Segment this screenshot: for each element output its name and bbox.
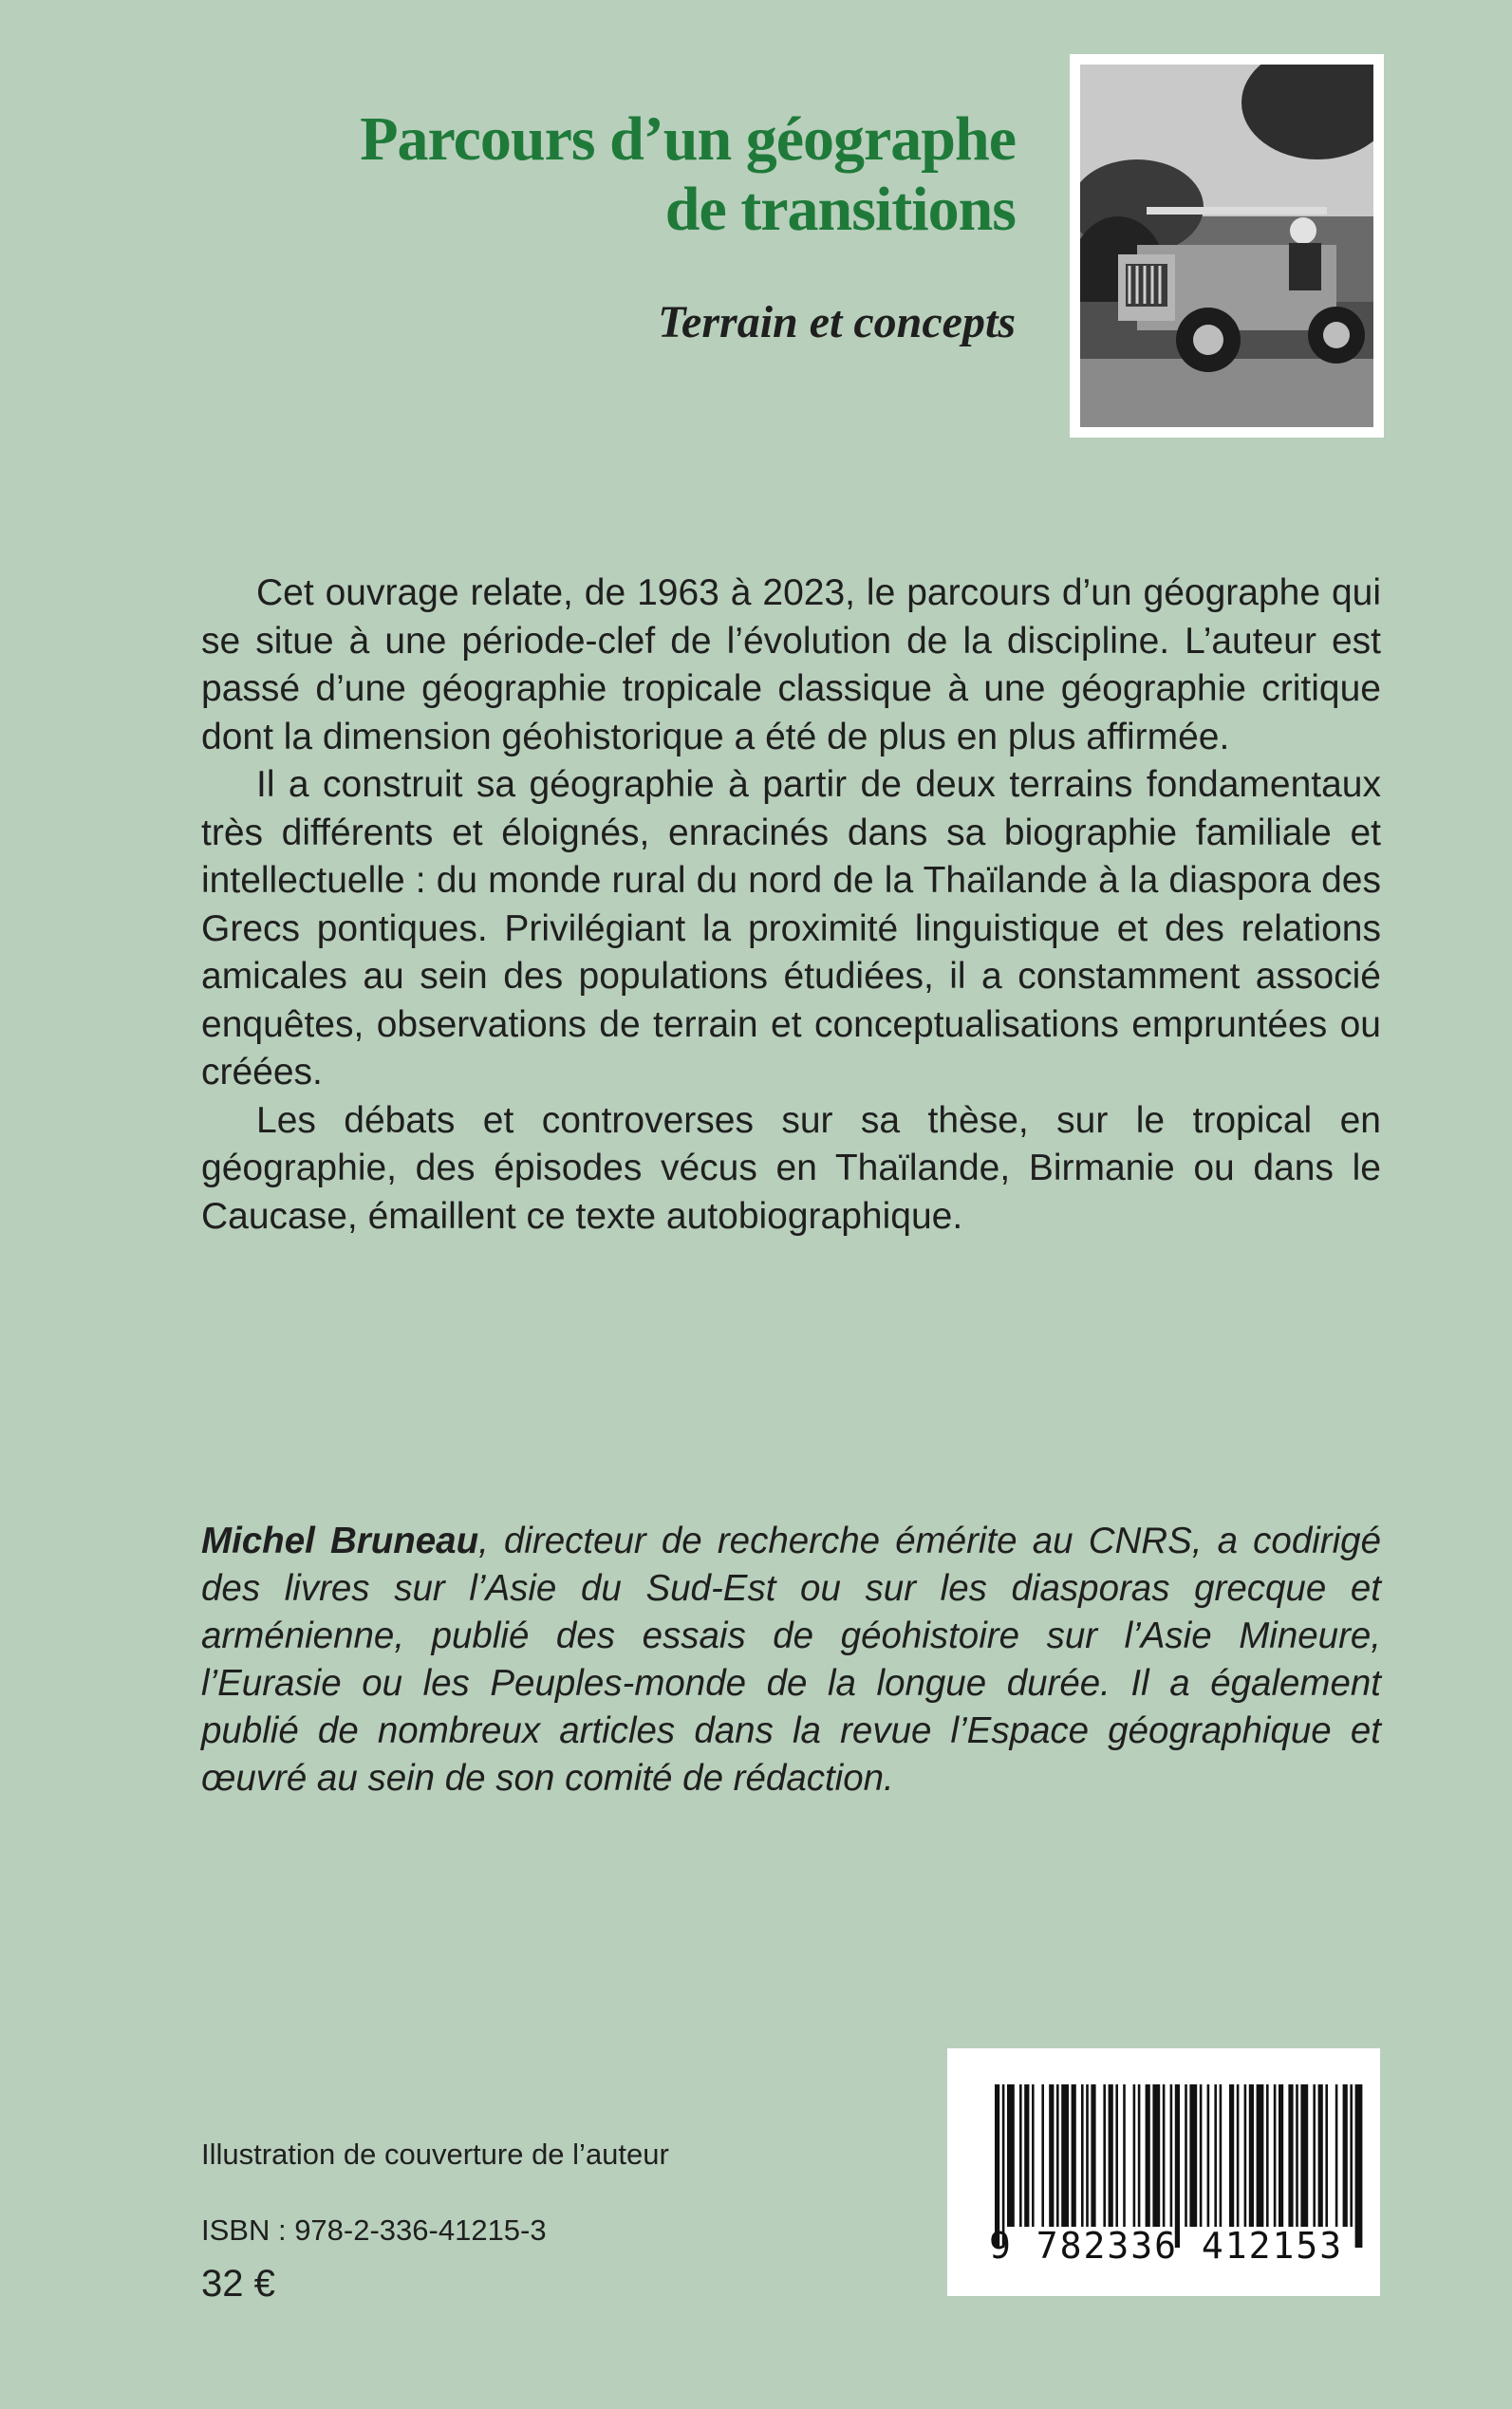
barcode-bar bbox=[1296, 2084, 1298, 2227]
barcode-bar bbox=[1081, 2084, 1084, 2227]
barcode-bar bbox=[1335, 2084, 1338, 2227]
book-subtitle: Terrain et concepts bbox=[658, 297, 1016, 347]
summary-paragraph-2: Il a construit sa géographie à partir de deux terrains fondamentaux très différents et éloignés, enracinés dans sa biographie familiale et intellectuelle : du monde rural du nord de la Thaïlande à la diaspora des Grecs pontiques. Privilégiant la proximité linguistique et des relations amicales au sein des populations étudiées, il a constamment associé enquêtes, observations de terrain et conceptualisations empruntées ou créées. bbox=[201, 764, 1381, 1092]
barcode-bar bbox=[1032, 2084, 1035, 2227]
barcode-bar bbox=[1237, 2084, 1240, 2227]
author-bio bbox=[201, 1518, 1381, 1802]
barcode-bar bbox=[1133, 2084, 1136, 2227]
barcode-bar bbox=[1244, 2084, 1247, 2227]
barcode-bar bbox=[1249, 2084, 1254, 2227]
book-title-line-2: de transitions bbox=[664, 175, 1016, 244]
barcode-bar bbox=[1189, 2084, 1197, 2227]
barcode-bar bbox=[1279, 2084, 1283, 2227]
illustration-credit: Illustration de couverture de l’auteur bbox=[201, 2138, 669, 2171]
barcode-bar bbox=[1300, 2084, 1308, 2227]
barcode-bar bbox=[1355, 2084, 1363, 2248]
barcode-bar bbox=[1175, 2084, 1180, 2248]
barcode-bar bbox=[1024, 2084, 1029, 2227]
barcode-bar bbox=[1091, 2084, 1095, 2227]
barcode-bar bbox=[1214, 2084, 1217, 2227]
barcode-bar bbox=[1103, 2084, 1106, 2227]
barcode-bar bbox=[1163, 2084, 1166, 2227]
barcode-bar bbox=[1288, 2084, 1293, 2227]
barcode-bar bbox=[1086, 2084, 1089, 2227]
barcode-bar bbox=[1019, 2084, 1022, 2227]
book-title-line-1: Parcours d’un géographe bbox=[360, 104, 1016, 174]
barcode-bar bbox=[1185, 2084, 1187, 2227]
barcode-bar bbox=[1072, 2084, 1076, 2227]
barcode-bar bbox=[1007, 2084, 1015, 2227]
barcode-bar bbox=[1220, 2084, 1223, 2227]
isbn-label: ISBN : 978-2-336-41215-3 bbox=[201, 2213, 547, 2247]
barcode-digits: 9 782336 412153 bbox=[989, 2225, 1344, 2267]
barcode-bar bbox=[1049, 2084, 1054, 2227]
barcode-bar bbox=[1041, 2084, 1044, 2227]
barcode-bar bbox=[1257, 2084, 1264, 2227]
jeep-photo-icon bbox=[1080, 65, 1373, 427]
barcode-bar bbox=[1350, 2084, 1353, 2227]
barcode-bar bbox=[1318, 2084, 1323, 2227]
barcode bbox=[947, 2048, 1380, 2296]
barcode-bar bbox=[1207, 2084, 1210, 2227]
barcode-bar bbox=[1061, 2084, 1069, 2227]
barcode-bar bbox=[1002, 2084, 1005, 2248]
author-bio-paragraph bbox=[201, 1518, 1381, 1802]
barcode-bar bbox=[1123, 2084, 1126, 2227]
barcode-bar bbox=[1274, 2084, 1277, 2227]
barcode-bar bbox=[1266, 2084, 1269, 2227]
barcode-bar bbox=[1343, 2084, 1348, 2227]
price-label: 32 € bbox=[201, 2263, 275, 2305]
back-cover-summary bbox=[201, 570, 1381, 1241]
author-bio-text: , directeur de recherche émérite au CNRS, a codirigé des livres sur l’Asie du Sud-Est ou sur les diasporas grecque et arménienne, publié des essais de géohistoire sur l’Asie Mineure, l’Eurasie ou les Peuples-monde de la longue durée. Il a également publié de nombreux articles dans la revue l’Espace géographique et œuvré au sein de son comité de rédaction. bbox=[201, 1521, 1382, 1799]
summary-paragraph-3: Les débats et controverses sur sa thèse, sur le tropical en géographie, des épisodes vécus en Thaïlande, Birmanie ou dans le Caucase, émaillent ce texte autobiographique. bbox=[201, 1099, 1381, 1237]
barcode-bar bbox=[1170, 2084, 1173, 2227]
barcode-bar bbox=[1109, 2084, 1113, 2227]
barcode-bar bbox=[1152, 2084, 1160, 2227]
cover-photo bbox=[1070, 54, 1384, 438]
barcode-bar bbox=[1115, 2084, 1118, 2227]
barcode-bar bbox=[1056, 2084, 1059, 2227]
barcode-bar bbox=[1146, 2084, 1150, 2227]
book-title bbox=[190, 104, 1016, 245]
barcode-bar bbox=[1200, 2084, 1203, 2227]
barcode-bar bbox=[1229, 2084, 1234, 2227]
barcode-bar bbox=[1325, 2084, 1328, 2227]
author-name: Michel Bruneau bbox=[201, 1521, 479, 1561]
barcode-bar bbox=[995, 2084, 999, 2248]
summary-paragraph-1: Cet ouvrage relate, de 1963 à 2023, le parcours d’un géographe qui se situe à une période-clef de l’évolution de la discipline. L’auteur est passé d’une géographie tropicale classique à une géographie critique dont la dimension géohistorique a été de plus en plus affirmée. bbox=[201, 572, 1381, 757]
barcode-bar bbox=[1313, 2084, 1316, 2227]
barcode-bar bbox=[1138, 2084, 1141, 2227]
